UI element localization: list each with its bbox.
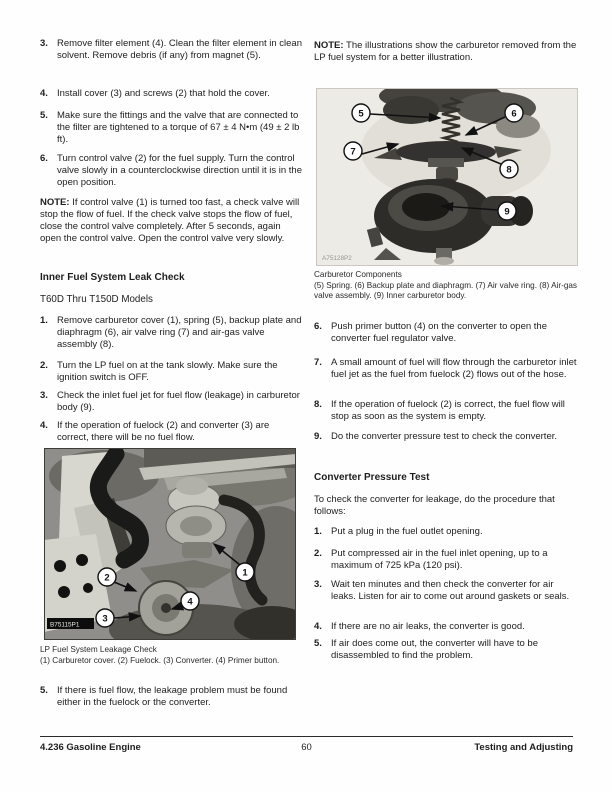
svg-text:2: 2 (104, 572, 110, 584)
list-item (40, 315, 302, 351)
svg-text:6: 6 (511, 108, 517, 120)
right-column (314, 38, 578, 758)
step-number: 6. (40, 153, 48, 164)
list-item (314, 579, 578, 603)
callout-marker-5 (352, 104, 370, 122)
step-text: If air does come out, the converter will have to be disassembled to find the problem. (331, 638, 538, 662)
footer-rule (40, 736, 573, 737)
caption-title: Carburetor Components (314, 270, 402, 279)
step-number: 4. (314, 621, 322, 632)
callout-marker-8 (500, 160, 518, 178)
step-text: If there is fuel flow, the leakage problem must be found either in the fuelock or the converter. (57, 685, 288, 709)
engine-photo-illustration (44, 448, 296, 640)
list-item (314, 321, 578, 345)
caption-title: LP Fuel System Leakage Check (40, 645, 157, 654)
list-item (314, 431, 578, 443)
step-text: If there are no air leaks, the converter is good. (331, 621, 525, 632)
step-text: Make sure the fittings and the valve that are connected to the filter are tightened to a torque of 67 ± 4 N•m (49 ± 2 lb ft). (57, 110, 300, 146)
callout-marker-7 (344, 142, 362, 160)
step-number: 8. (314, 399, 322, 410)
list-item (314, 638, 578, 662)
note-text: If control valve (1) is turned too fast, a check valve will stop the flow of fuel. If the check valve stops the flow of fuel, close the control valve completely. After 5 seconds, again open the control valve. Open the control valve very slowly. (40, 197, 300, 245)
svg-text:4: 4 (187, 596, 193, 608)
svg-text:1: 1 (242, 567, 248, 579)
caption-legend: (1) Carburetor cover. (2) Fuelock. (3) Converter. (4) Primer button. (40, 655, 280, 665)
caption-legend: (5) Spring. (6) Backup plate and diaphragm. (7) Air valve ring. (8) Air-gas valve assembly. (9) Inner carburetor body. (314, 280, 578, 301)
step-text: Turn the LP fuel on at the tank slowly. Make sure the ignition switch is OFF. (57, 360, 278, 384)
svg-text:3: 3 (102, 613, 108, 625)
step-number: 1. (40, 315, 48, 326)
step-number: 5. (314, 638, 322, 649)
step-number: 4. (40, 88, 48, 99)
step-text: Turn control valve (2) for the fuel supply. Turn the control valve slowly in a counterclockwise direction until it is in the open position. (57, 153, 302, 189)
step-text: Check the inlet fuel jet for fuel flow (leakage) in carburetor body (9). (57, 390, 300, 414)
step-text: If the operation of fuelock (2) is correct, the fuel flow will stop as soon as the system is empty. (331, 399, 565, 423)
step-number: 6. (314, 321, 322, 332)
list-item (40, 110, 302, 146)
photo-id-label: A75128P2 (322, 255, 352, 262)
step-number: 3. (40, 38, 48, 49)
list-item (314, 526, 578, 538)
section-heading: Inner Fuel System Leak Check (40, 272, 185, 283)
section-heading: Converter Pressure Test (314, 472, 430, 483)
svg-text:7: 7 (350, 146, 356, 158)
callout-marker-6 (505, 104, 523, 122)
step-text: Remove carburetor cover (1), spring (5), backup plate and diaphragm (6), air valve ring (7) and air-gas valve assembly (8). (57, 315, 302, 351)
figure-caption (40, 645, 302, 666)
step-text: Put a plug in the fuel outlet opening. (331, 526, 483, 537)
page-footer (40, 742, 573, 753)
list-item (314, 621, 578, 633)
step-text: Wait ten minutes and then check the converter for air leaks. Listen for air to come out around gaskets or seals. (331, 579, 570, 603)
step-text: Push primer button (4) on the converter to open the converter fuel regulator valve. (331, 321, 547, 345)
section-subheading: T60D Thru T150D Models (40, 294, 153, 305)
step-number: 7. (314, 357, 322, 368)
step-number: 5. (40, 110, 48, 121)
list-item (40, 420, 302, 444)
svg-text:9: 9 (504, 206, 510, 218)
step-text: If the operation of fuelock (2) and converter (3) are correct, there will be no fuel flow. (57, 420, 270, 444)
callout-marker-9 (498, 202, 516, 220)
list-item (40, 88, 302, 100)
note-paragraph (40, 197, 302, 245)
list-item (40, 390, 302, 414)
footer-page-number: 60 (301, 742, 312, 753)
step-number: 9. (314, 431, 322, 442)
callout-marker-2 (98, 568, 116, 586)
note-label: NOTE: (40, 197, 70, 208)
list-item (314, 548, 578, 572)
list-item (40, 153, 302, 189)
note-label: NOTE: (314, 40, 344, 51)
callout-marker-1 (236, 563, 254, 581)
callout-marker-4 (181, 592, 199, 610)
step-number: 2. (314, 548, 322, 559)
footer-left: 4.236 Gasoline Engine (40, 742, 141, 753)
carburetor-photo-illustration (316, 88, 578, 266)
section-intro: To check the converter for leakage, do the procedure that follows: (314, 494, 555, 518)
photo-id-label: B75115P1 (50, 621, 80, 629)
step-text: Put compressed air in the fuel inlet opening, up to a maximum of 725 kPa (120 psi). (331, 548, 548, 572)
step-text: Install cover (3) and screws (2) that hold the cover. (57, 88, 270, 99)
step-text: Do the converter pressure test to check the converter. (331, 431, 558, 442)
step-number: 1. (314, 526, 322, 537)
step-number: 4. (40, 420, 48, 431)
figure-lp-leakage-photo (44, 448, 296, 640)
step-number: 3. (314, 579, 322, 590)
list-item (40, 685, 302, 709)
step-text: Remove filter element (4). Clean the filter element in clean solvent. Remove debris (if any) from magnet (5). (57, 38, 303, 62)
svg-text:8: 8 (506, 164, 512, 176)
step-number: 2. (40, 360, 48, 371)
list-item (40, 360, 302, 384)
list-item (314, 357, 578, 381)
footer-right: Testing and Adjusting (474, 742, 574, 753)
list-item (40, 38, 302, 62)
figure-carburetor-photo (316, 88, 578, 266)
step-number: 5. (40, 685, 48, 696)
list-item (314, 399, 578, 423)
note-text: The illustrations show the carburetor removed from the LP fuel system for a better illustration. (314, 40, 577, 64)
step-number: 3. (40, 390, 48, 401)
note-paragraph (314, 40, 578, 64)
callout-marker-3 (96, 609, 114, 627)
figure-caption (314, 270, 578, 302)
step-text: A small amount of fuel will flow through the carburetor inlet fuel jet as the fuel from fuelock (2) flows out of the hose. (331, 357, 577, 381)
left-column (40, 38, 302, 758)
svg-text:5: 5 (358, 108, 364, 120)
